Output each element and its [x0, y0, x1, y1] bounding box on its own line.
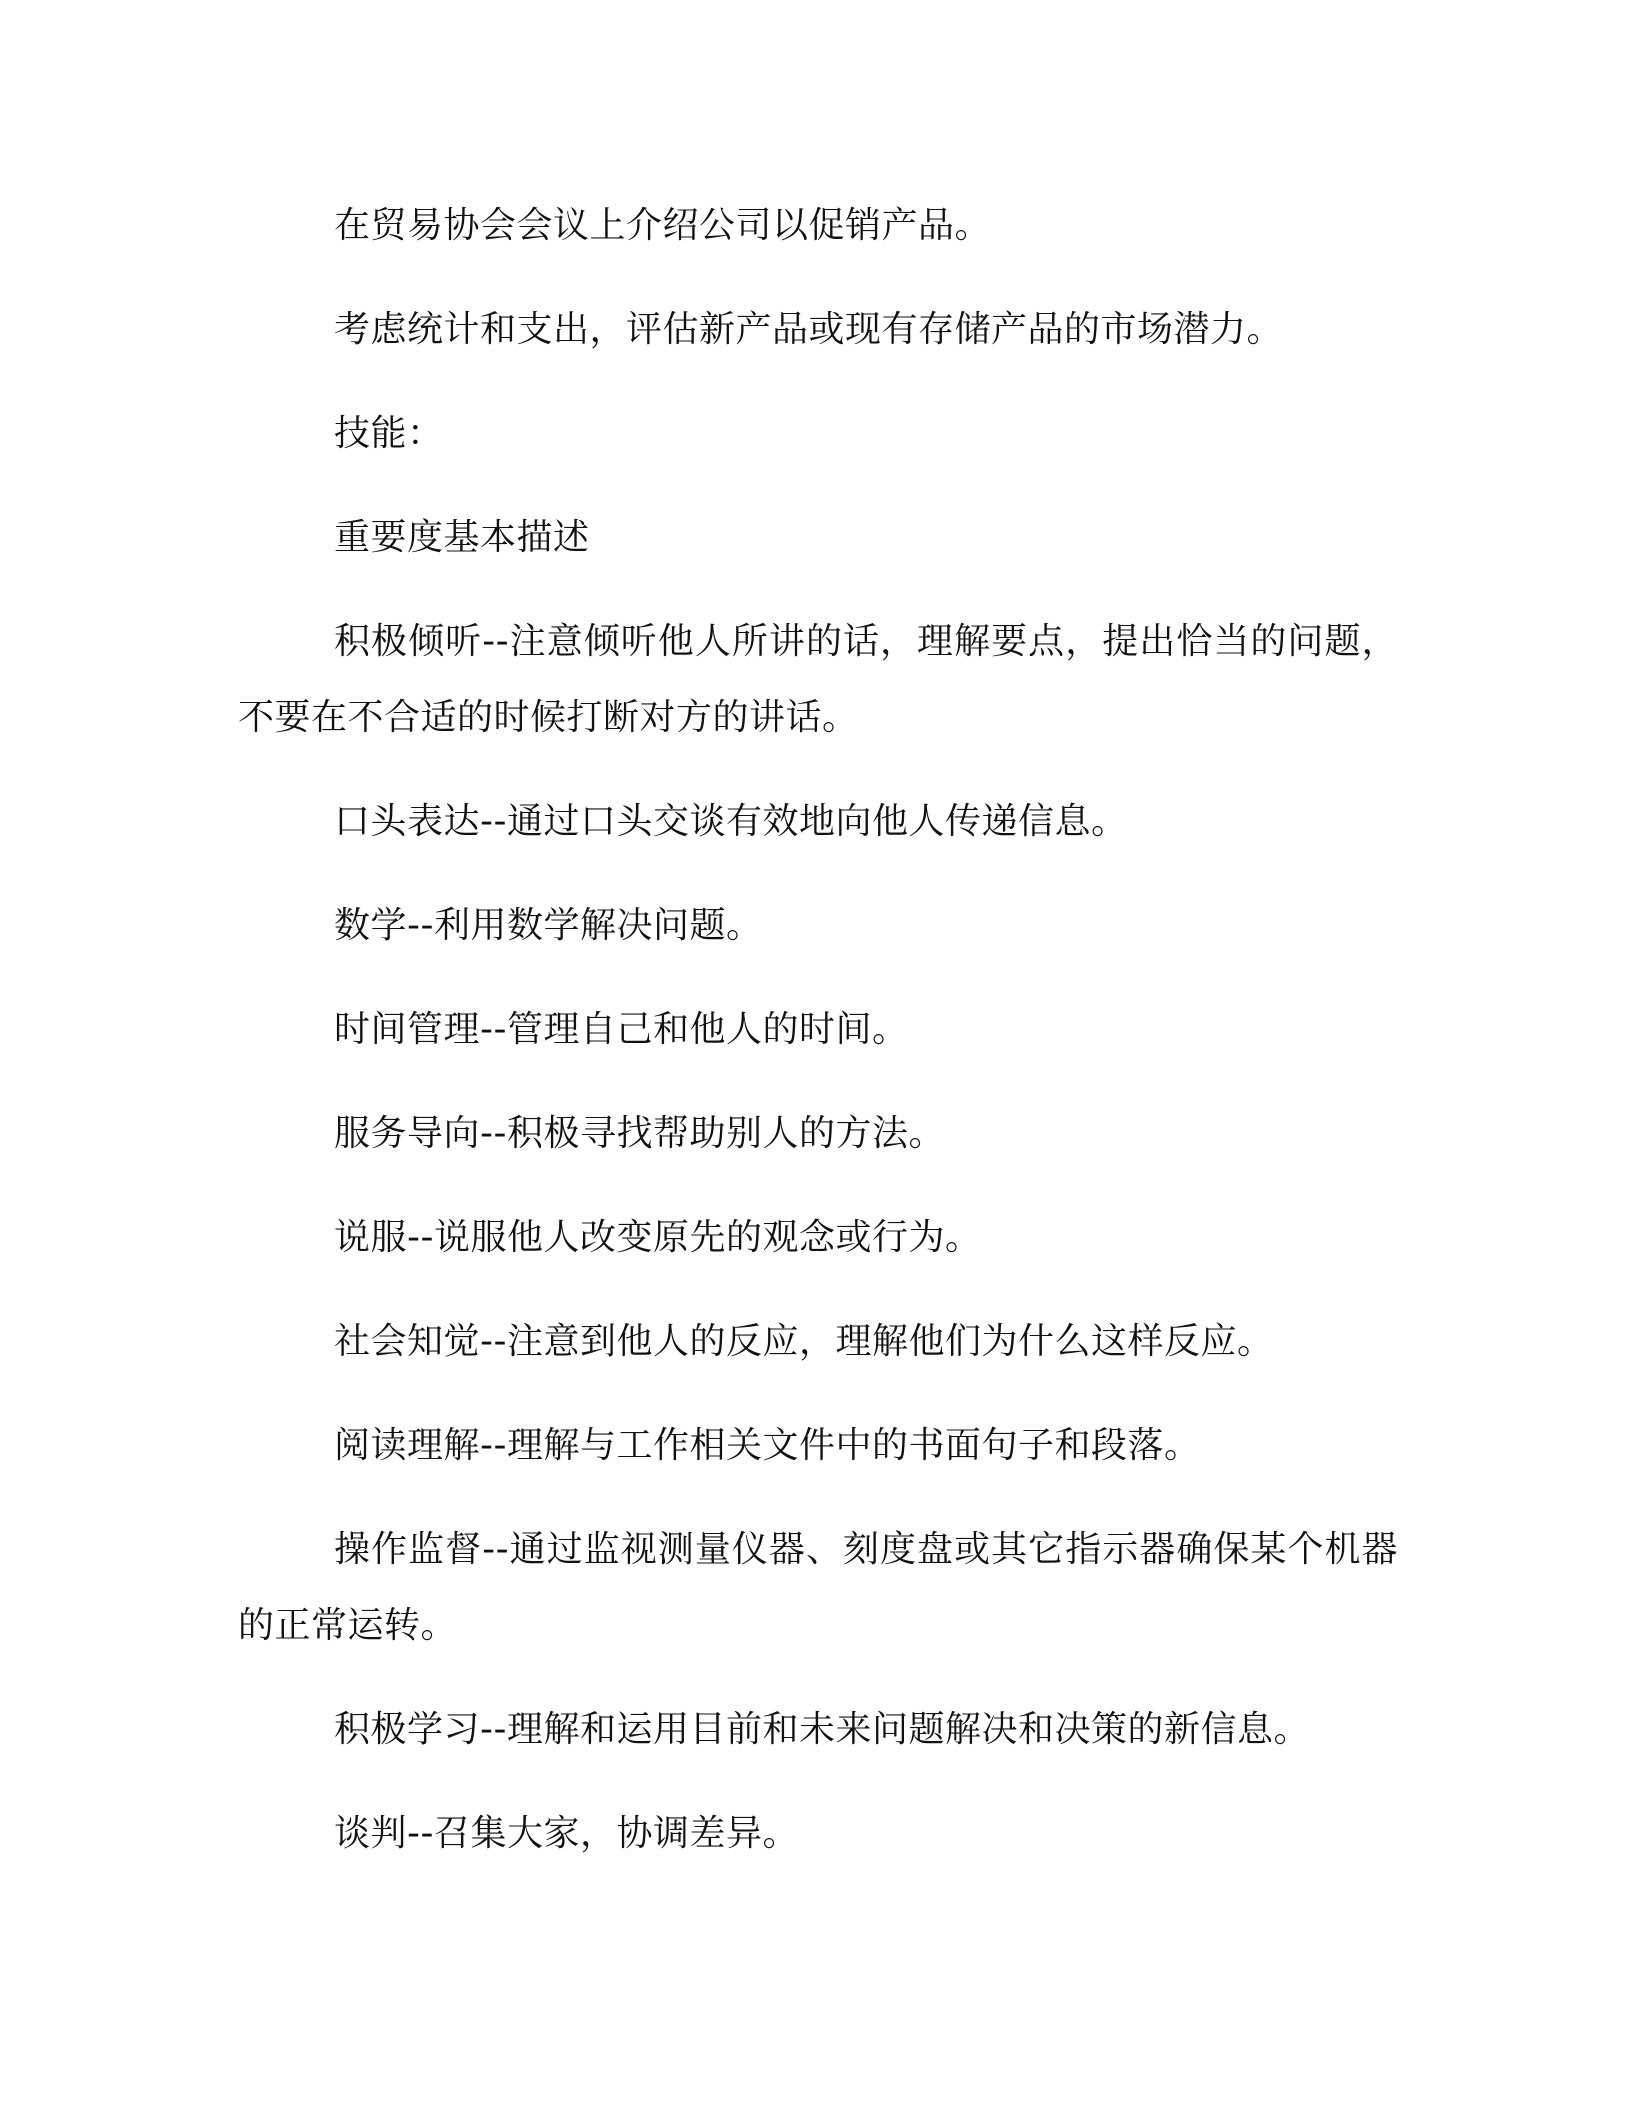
paragraph-operation-monitoring: 操作监督--通过监视测量仪器、刻度盘或其它指示器确保某个机器的正常运转。	[238, 1529, 1398, 1646]
paragraph-active-learning: 积极学习--理解和运用目前和未来问题解决和决策的新信息。	[334, 1709, 1310, 1750]
document-body	[238, 188, 1398, 1900]
paragraph-skills-heading: 技能：	[334, 413, 444, 454]
paragraph-market-potential: 考虑统计和支出，评估新产品或现有存储产品的市场潜力。	[334, 309, 1284, 350]
paragraph-time-management: 时间管理--管理自己和他人的时间。	[334, 1009, 909, 1050]
paragraph-active-listening: 积极倾听--注意倾听他人所讲的话，理解要点，提出恰当的问题，不要在不合适的时候打断对方的讲话。	[238, 621, 1398, 738]
paragraph-negotiation: 谈判--召集大家，协调差异。	[334, 1813, 799, 1854]
paragraph-importance-heading: 重要度基本描述	[334, 517, 590, 558]
paragraph-speaking: 口头表达--通过口头交谈有效地向他人传递信息。	[334, 801, 1128, 842]
paragraph-mathematics: 数学--利用数学解决问题。	[334, 905, 763, 946]
paragraph-reading-comprehension: 阅读理解--理解与工作相关文件中的书面句子和段落。	[334, 1425, 1201, 1466]
paragraph-persuasion: 说服--说服他人改变原先的观念或行为。	[334, 1217, 982, 1258]
paragraph-service-orientation: 服务导向--积极寻找帮助别人的方法。	[334, 1113, 945, 1154]
paragraph-social-perceptiveness: 社会知觉--注意到他人的反应，理解他们为什么这样反应。	[334, 1321, 1274, 1362]
paragraph-trade-association: 在贸易协会会议上介绍公司以促销产品。	[334, 205, 992, 246]
